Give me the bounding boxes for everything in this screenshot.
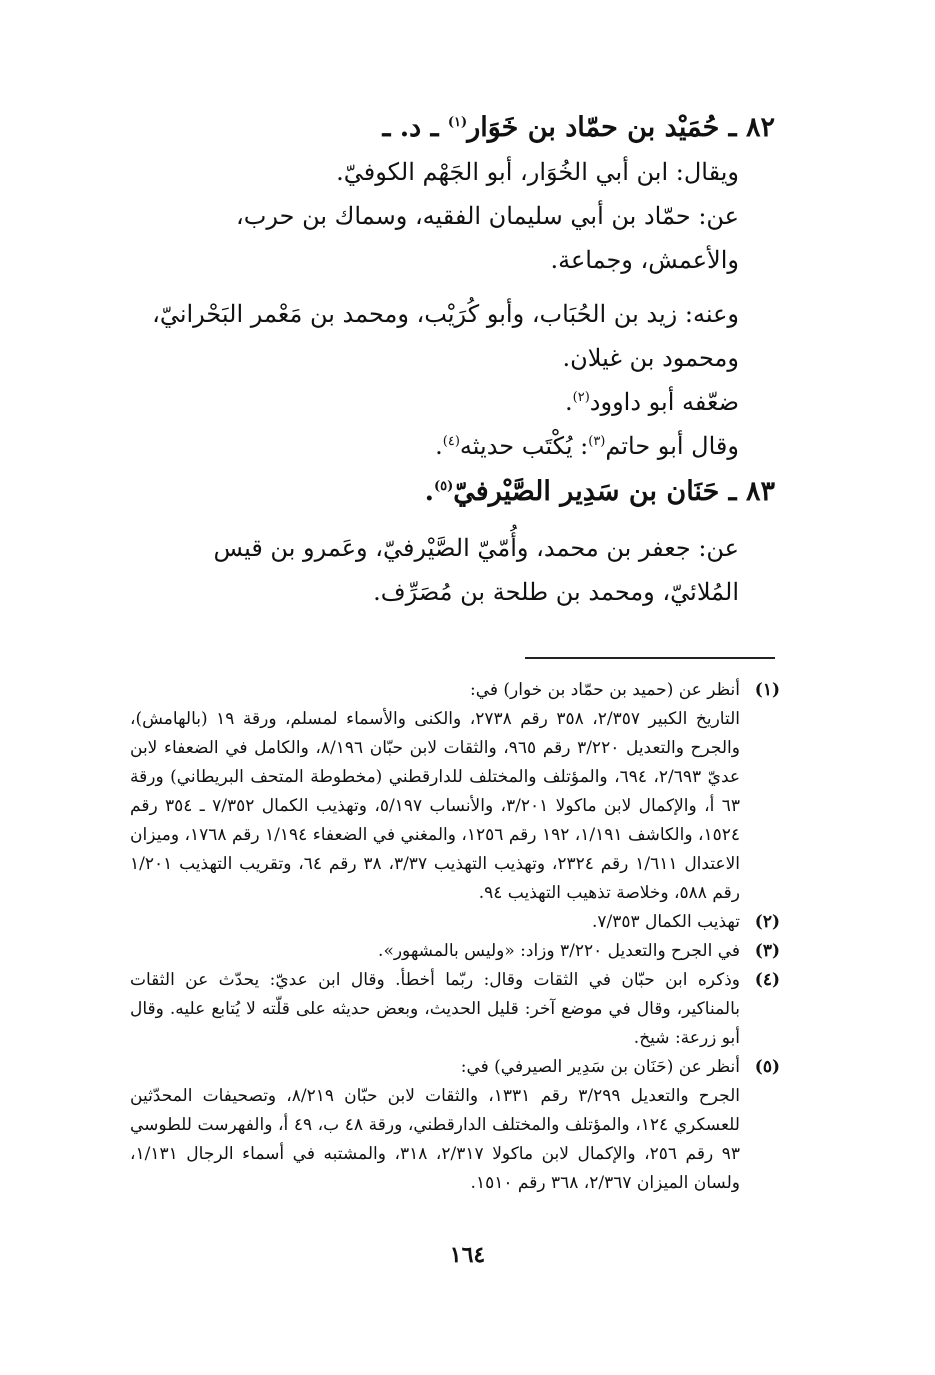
entry-82-weak: ضعّفه أبو داوود$^{(٢)}$.: [565, 388, 739, 416]
footnote-text: أنظر عن (حميد بن حمّاد بن خوار) في:: [469, 680, 740, 700]
entry-82-from: عن: حمّاد بن أبي سليمان الفقيه، وسماك بن حرب، والأعمش، وجماعة.: [236, 202, 739, 274]
entry-83: [150, 470, 775, 614]
footnote-ref-2[interactable]: (٢): [572, 390, 590, 405]
entry-83-from: عن: جعفر بن محمد، وأُمّيّ الصَّيْرفيّ، وعَمرو بن قيس المُلائيّ، ومحمد بن طلحة بن مُصَرِّف.: [213, 534, 739, 606]
footnote-5: [130, 1053, 780, 1198]
footnote-3: [130, 937, 780, 966]
footnote-number: (٤): [754, 970, 780, 990]
entry-82-hatim: وقال أبو حاتم$^{(٣)}$: يُكْتَب حديثه$^{(٤)}$.: [435, 432, 739, 460]
entry-83-title: ٨٣ ـ حَنَان بن سَدِير الصَّيْرفيّ$^{(٥)}$.: [424, 476, 775, 507]
footnotes: [130, 676, 780, 1198]
entry-82-aka: ويقال: ابن أبي الخُوَار، أبو الجَهْم الكوفيّ.: [336, 158, 739, 186]
footnote-text: الجرح والتعديل ٣/٢٩٩ رقم ١٣٣١، والثقات لابن حبّان ٨/٢١٩، وتصحيفات المحدّثين للعسكري ١٢٤، والمؤتلف والمختلف الدارقطني، ورقة ٤٨ ب، ٤٩ أ، والفهرست للطوسي ٩٣ رقم ٢٥٦، والإكمال لابن ماكولا ٢/٣١٧، ٣١٨، والمشتبه في أسماء الرجال ١/١٣١، ولسان الميزان ٢/٣٦٧، ٣٦٨ رقم ١٥١٠.: [130, 1086, 740, 1193]
footnote-text: تهذيب الكمال ٧/٣٥٣.: [591, 912, 740, 932]
footnote-text: في الجرح والتعديل ٣/٢٢٠ وزاد: «وليس بالمشهور».: [378, 941, 740, 961]
footnote-divider: [525, 657, 775, 659]
entry-82-title: ٨٢ ـ حُمَيْد بن حمّاد بن خَوَار$^{(١)}$ ـ د. ـ: [382, 112, 775, 143]
entry-82: [150, 106, 775, 468]
footnote-ref-5[interactable]: (٥): [434, 479, 454, 494]
footnote-2: [130, 908, 780, 937]
footnote-text: أنظر عن (حَنَان بن سَدِير الصيرفي) في:: [460, 1057, 740, 1077]
footnote-ref-3[interactable]: (٣): [588, 434, 606, 449]
footnote-ref-1[interactable]: (١): [447, 115, 468, 130]
footnote-number: (١): [754, 680, 780, 700]
footnote-text: التاريخ الكبير ٢/٣٥٧، ٣٥٨ رقم ٢٧٣٨، والكنى والأسماء لمسلم، ورقة ١٩ (بالهامش)، والجرح والتعديل ٣/٢٢٠ رقم ٩٦٥، والثقات لابن حبّان ٨/١٩٦، والكامل في الضعفاء لابن عديّ ٢/٦٩٣، ٦٩٤، والمؤتلف والمختلف للدارقطني (مخطوطة المتحف البريطاني) ورقة ٦٣ أ، والإكمال لابن ماكولا ٣/٢٠١، والأنساب ٥/١٩٧، وتهذيب الكمال ٧/٣٥٢ ـ ٣٥٤ رقم ١٥٢٤، والكاشف ١/١٩١، ١٩٢ رقم ١٢٥٦، والمغني في الضعفاء ١/١٩٤ رقم ١٧٦٨، وميزان الاعتدال ١/٦١١ رقم ٢٣٢٤، وتهذيب التهذيب ٣/٣٧، ٣٨ رقم ٦٤، وتقريب التهذيب ١/٢٠١ رقم ٥٨٨، وخلاصة تذهيب التهذيب ٩٤.: [130, 709, 741, 903]
footnote-number: (٢): [754, 912, 780, 932]
footnote-number: (٥): [754, 1057, 780, 1077]
footnote-1: [130, 676, 780, 908]
entry-82-students: وعنه: زيد بن الحُبَاب، وأبو كُرَيْب، ومحمد بن مَعْمر البَحْرانيّ، ومحمود بن غيلان.: [152, 300, 739, 372]
footnote-text: وذكره ابن حبّان في الثقات وقال: ربّما أخطأ. وقال ابن عديّ: يحدّث عن الثقات بالمناكير، وقال في موضع آخر: قليل الحديث، وبعض حديثه على قلّته لا يُتابع عليه. وقال أبو زرعة: شيخ.: [130, 970, 740, 1048]
footnote-ref-4[interactable]: (٤): [442, 434, 460, 449]
footnote-number: (٣): [754, 941, 780, 961]
footnote-4: [130, 966, 780, 1053]
page-number: ١٦٤: [449, 1242, 486, 1268]
